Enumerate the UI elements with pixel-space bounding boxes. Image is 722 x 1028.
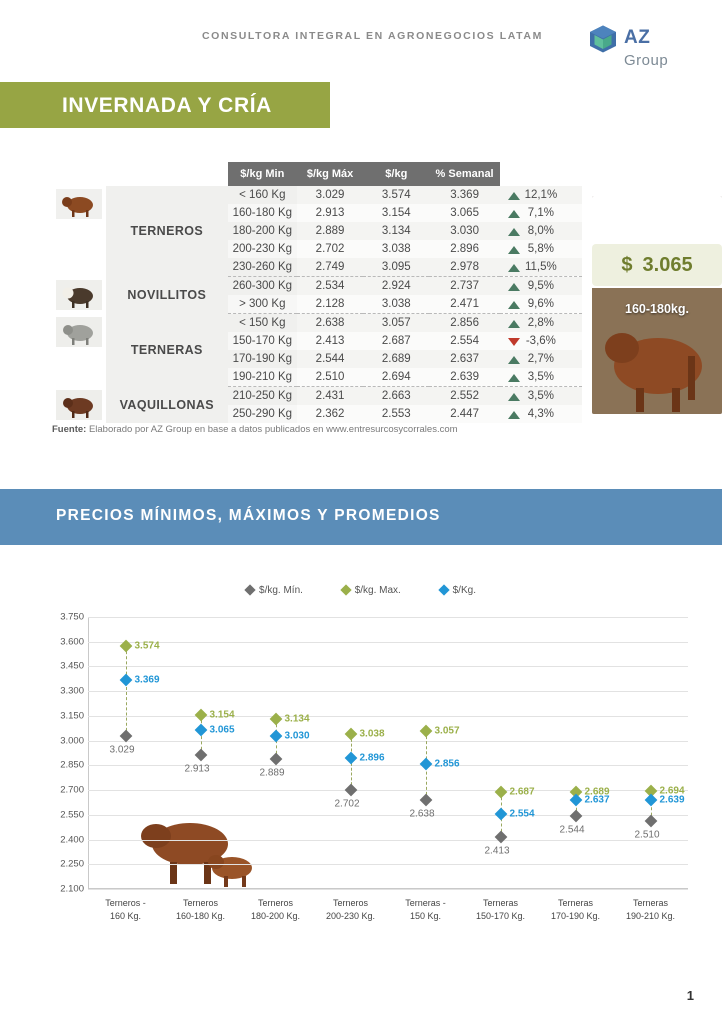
chart-marker — [494, 786, 507, 799]
chart-data-label: 3.154 — [209, 709, 235, 721]
category-cell-novillitos — [106, 277, 228, 314]
chart-legend — [0, 585, 722, 596]
legend-marker-icon — [340, 584, 351, 595]
max-cell: 2.553 — [363, 405, 429, 423]
chart-marker — [344, 783, 357, 796]
chart-data-label: 2.510 — [634, 829, 660, 841]
chart-data-label: 2.639 — [659, 794, 685, 806]
max-cell: 2.689 — [363, 350, 429, 368]
weekly-value: 4,3% — [527, 408, 554, 420]
range-cell: 150-170 Kg — [228, 332, 297, 350]
weekly-cell — [500, 222, 582, 240]
range-cell: 250-290 Kg — [228, 405, 297, 423]
avg-cell: 2.447 — [429, 405, 499, 423]
trend-up-icon — [508, 264, 520, 272]
chart-data-label: 2.638 — [409, 808, 435, 820]
chart-data-label: 3.057 — [434, 725, 460, 737]
featured-weight-caption: 160-180kg. — [625, 302, 689, 316]
min-cell: 2.128 — [297, 295, 363, 314]
category-cell-vaquillonas — [106, 387, 228, 424]
max-cell: 3.057 — [363, 314, 429, 333]
chart-marker — [194, 724, 207, 737]
x-tick-label: Terneras 150-170 Kg. — [475, 898, 526, 921]
y-tick-label: 3.750 — [60, 611, 84, 623]
min-cell: 2.638 — [297, 314, 363, 333]
prices-table-wrap — [52, 162, 582, 423]
range-cell: 170-190 Kg — [228, 350, 297, 368]
x-tick-label: Terneros 160-180 Kg. — [175, 898, 226, 921]
x-tick-label: Terneros 180-200 Kg. — [250, 898, 301, 921]
th-category — [106, 162, 228, 186]
y-tick-label: 3.300 — [60, 685, 84, 697]
min-cell: 2.534 — [297, 277, 363, 296]
y-tick-label: 3.150 — [60, 710, 84, 722]
x-tick-label: Terneras 190-210 Kg. — [625, 898, 676, 921]
category-label: NOVILLITOS — [127, 288, 207, 302]
avg-cell: 3.065 — [429, 204, 499, 222]
y-tick-label: 2.250 — [60, 858, 84, 870]
min-cell: 3.029 — [297, 186, 363, 204]
range-cell: 210-250 Kg — [228, 387, 297, 406]
cow-icon — [56, 390, 102, 420]
chart-stem — [126, 646, 127, 736]
weekly-value: 7,1% — [527, 207, 554, 219]
chart-plot-area — [88, 617, 688, 889]
avg-cell: 2.896 — [429, 240, 499, 258]
max-cell: 3.095 — [363, 258, 429, 277]
weekly-cell — [500, 387, 582, 406]
chart-data-label: 2.889 — [259, 767, 285, 779]
range-cell: < 160 Kg — [228, 186, 297, 204]
trend-up-icon — [508, 320, 520, 328]
weekly-value: 2,8% — [527, 317, 554, 329]
avg-cell: 3.030 — [429, 222, 499, 240]
section-title-precios — [0, 489, 722, 545]
section-title-text: PRECIOS MÍNIMOS, MÁXIMOS Y PROMEDIOS — [56, 507, 441, 524]
chart-data-label: 2.689 — [584, 786, 610, 798]
az-group-logo — [588, 22, 698, 69]
source-note — [52, 424, 458, 435]
chart-marker — [194, 749, 207, 762]
chart-data-label: 2.554 — [509, 808, 535, 820]
chart-gridline — [88, 716, 688, 717]
weekly-value: 8,0% — [527, 225, 554, 237]
chart-gridline — [88, 666, 688, 667]
trend-up-icon — [508, 192, 520, 200]
cow-and-calf-illustration — [136, 810, 256, 888]
spacer-cell — [52, 222, 106, 277]
source-label: Fuente: — [52, 424, 87, 435]
chart-gridline — [88, 765, 688, 766]
weekly-value: 12,1% — [524, 189, 558, 201]
max-cell: 3.134 — [363, 222, 429, 240]
min-cell: 2.889 — [297, 222, 363, 240]
logo-cube-icon — [588, 24, 618, 54]
weekly-cell — [500, 186, 582, 204]
cow-photo-novillitos — [52, 277, 106, 314]
chart-data-label: 3.574 — [134, 640, 160, 652]
max-cell: 3.574 — [363, 186, 429, 204]
chart-marker — [344, 751, 357, 764]
max-cell: 2.663 — [363, 387, 429, 406]
max-cell: 3.154 — [363, 204, 429, 222]
table-row — [52, 186, 582, 204]
min-cell: 2.431 — [297, 387, 363, 406]
chart-data-label: 3.038 — [359, 728, 385, 740]
th-min: $/kg Min — [228, 162, 297, 186]
weekly-cell — [500, 240, 582, 258]
avg-cell: 2.552 — [429, 387, 499, 406]
cow-photo-terneras — [52, 314, 106, 351]
weekly-cell — [500, 295, 582, 314]
min-cell: 2.749 — [297, 258, 363, 277]
range-cell: 160-180 Kg — [228, 204, 297, 222]
chart-marker — [419, 794, 432, 807]
trend-up-icon — [508, 356, 520, 364]
avg-cell: 2.856 — [429, 314, 499, 333]
y-tick-label: 3.600 — [60, 636, 84, 648]
category-cell-terneras — [106, 314, 228, 387]
trend-down-icon — [508, 338, 520, 346]
spacer-cell — [52, 350, 106, 387]
chart-data-label: 2.413 — [484, 845, 510, 857]
range-cell: 230-260 Kg — [228, 258, 297, 277]
trend-up-icon — [508, 393, 520, 401]
chart-gridline — [88, 815, 688, 816]
y-tick-label: 2.400 — [60, 834, 84, 846]
weekly-cell — [500, 314, 582, 333]
th-avg: $/kg — [363, 162, 429, 186]
trend-up-icon — [508, 301, 520, 309]
y-tick-label: 2.850 — [60, 759, 84, 771]
chart-marker — [119, 673, 132, 686]
table-row — [52, 277, 582, 296]
chart-marker — [269, 712, 282, 725]
weekly-value: 5,8% — [527, 243, 554, 255]
range-cell: > 300 Kg — [228, 295, 297, 314]
weekly-cell — [500, 277, 582, 296]
chart-marker — [419, 758, 432, 771]
category-label: VAQUILLONAS — [119, 397, 215, 412]
legend-label: $/Kg. — [452, 585, 476, 596]
legend-item-min — [246, 585, 303, 596]
table-row — [52, 314, 582, 333]
avg-cell: 2.637 — [429, 350, 499, 368]
source-text: Elaborado por AZ Group en base a datos publicados en www.entresurcosycorrales.com — [86, 424, 458, 435]
min-cell: 2.362 — [297, 405, 363, 423]
th-max: $/kg Máx — [297, 162, 363, 186]
category-cell-terneros — [106, 186, 228, 277]
y-tick-label: 3.450 — [60, 660, 84, 672]
chart-marker — [269, 753, 282, 766]
legend-item-avg — [440, 585, 476, 596]
chart-data-label: 2.637 — [584, 794, 610, 806]
weekly-value: -3,6% — [525, 335, 556, 347]
avg-cell: 2.471 — [429, 295, 499, 314]
chart-data-label: 2.544 — [559, 824, 585, 836]
range-cell: 190-210 Kg — [228, 368, 297, 387]
x-tick-label: Terneras 170-190 Kg. — [550, 898, 601, 921]
weekly-value: 11,5% — [524, 261, 557, 273]
section-title-invernada — [0, 82, 330, 128]
range-cell: 260-300 Kg — [228, 277, 297, 296]
chart-y-axis — [36, 611, 84, 895]
chart-marker — [569, 809, 582, 822]
logo-group: Group — [624, 52, 669, 69]
y-tick-label: 2.100 — [60, 883, 84, 895]
price-value: 3.065 — [642, 253, 693, 276]
chart-data-label: 2.913 — [184, 763, 210, 775]
y-tick-label: 3.000 — [60, 735, 84, 747]
chart-gridline — [88, 741, 688, 742]
logo-text — [624, 27, 698, 71]
range-cell: 180-200 Kg — [228, 222, 297, 240]
avg-cell: 2.737 — [429, 277, 499, 296]
chart-data-label: 3.030 — [284, 730, 310, 742]
legend-marker-icon — [438, 584, 449, 595]
axis-line-left — [88, 617, 89, 889]
header-tagline: CONSULTORA INTEGRAL EN AGRONEGOCIOS LATAM — [202, 30, 543, 42]
chart-gridline — [88, 889, 688, 890]
th-weekly: % Semanal — [429, 162, 499, 186]
chart-marker — [569, 794, 582, 807]
chart-marker — [644, 815, 657, 828]
weekly-value: 2,7% — [527, 353, 554, 365]
chart-gridline — [88, 617, 688, 618]
cow-icon — [56, 189, 102, 219]
legend-item-max — [342, 585, 401, 596]
chart-marker — [344, 728, 357, 741]
avg-cell: 2.639 — [429, 368, 499, 387]
chart-data-label: 2.856 — [434, 758, 460, 770]
max-cell: 2.924 — [363, 277, 429, 296]
max-cell: 3.038 — [363, 295, 429, 314]
weekly-value: 9,5% — [527, 280, 554, 292]
featured-price-panel — [592, 196, 722, 414]
chart-data-label: 2.702 — [334, 798, 360, 810]
weekly-value: 3,5% — [527, 371, 554, 383]
trend-up-icon — [508, 374, 520, 382]
th-image — [52, 162, 106, 186]
logo-az: AZ — [624, 27, 651, 48]
x-tick-label: Terneros 200-230 Kg. — [325, 898, 376, 921]
chart-marker — [644, 794, 657, 807]
cow-icon — [56, 317, 102, 347]
y-tick-label: 2.700 — [60, 784, 84, 796]
x-tick-label: Terneras - 150 Kg. — [405, 898, 446, 921]
cow-icon — [56, 280, 102, 310]
avg-cell: 2.978 — [429, 258, 499, 277]
chart-data-label: 3.369 — [134, 674, 160, 686]
legend-label: $/kg. Mín. — [259, 585, 303, 596]
legend-marker-icon — [244, 584, 255, 595]
chart-data-label: 3.134 — [284, 713, 310, 725]
chart-marker — [494, 831, 507, 844]
max-cell: 2.687 — [363, 332, 429, 350]
weekly-value: 9,6% — [527, 298, 554, 310]
table-header-row — [52, 162, 582, 186]
min-cell: 2.702 — [297, 240, 363, 258]
max-cell: 3.038 — [363, 240, 429, 258]
avg-cell: 2.554 — [429, 332, 499, 350]
weekly-cell — [500, 204, 582, 222]
chart-data-label: 2.694 — [659, 785, 685, 797]
chart-gridline — [88, 864, 688, 865]
cow-photo-terneros — [52, 186, 106, 222]
weekly-value: 3,5% — [527, 390, 554, 402]
category-label: TERNERAS — [130, 343, 203, 357]
category-label: TERNEROS — [130, 224, 204, 239]
weekly-cell — [500, 258, 582, 277]
chart-gridline — [88, 840, 688, 841]
min-cell: 2.510 — [297, 368, 363, 387]
chart-marker — [194, 709, 207, 722]
min-cell: 2.913 — [297, 204, 363, 222]
weekly-cell — [500, 332, 582, 350]
trend-up-icon — [508, 228, 520, 236]
weekly-cell — [500, 405, 582, 423]
page-number: 1 — [686, 988, 694, 1003]
chart-data-label: 2.687 — [509, 786, 535, 798]
chart-gridline — [88, 691, 688, 692]
page-header — [0, 22, 722, 70]
min-cell: 2.544 — [297, 350, 363, 368]
currency-symbol: $ — [621, 253, 633, 276]
weekly-cell — [500, 350, 582, 368]
table-row — [52, 387, 582, 406]
chart-gridline — [88, 642, 688, 643]
range-cell: < 150 Kg — [228, 314, 297, 333]
trend-up-icon — [508, 411, 520, 419]
chart-x-labels — [88, 897, 688, 945]
x-tick-label: Terneros - 160 Kg. — [105, 898, 146, 921]
weekly-cell — [500, 368, 582, 387]
max-cell: 2.694 — [363, 368, 429, 387]
trend-up-icon — [508, 210, 520, 218]
chart-data-label: 3.065 — [209, 724, 235, 736]
trend-up-icon — [508, 283, 520, 291]
cow-photo-vaquillonas — [52, 387, 106, 424]
range-cell: 200-230 Kg — [228, 240, 297, 258]
chart-data-label: 3.029 — [109, 744, 135, 756]
trend-up-icon — [508, 246, 520, 254]
legend-label: $/kg. Max. — [354, 585, 401, 596]
chart-data-label: 2.896 — [359, 752, 385, 764]
prices-table — [52, 162, 582, 423]
chart-marker — [494, 808, 507, 821]
featured-price — [592, 244, 722, 286]
min-cell: 2.413 — [297, 332, 363, 350]
avg-cell: 3.369 — [429, 186, 499, 204]
chart-marker — [419, 725, 432, 738]
y-tick-label: 2.550 — [60, 809, 84, 821]
section-title-text: INVERNADA Y CRÍA — [62, 94, 272, 117]
prices-chart — [0, 575, 722, 955]
